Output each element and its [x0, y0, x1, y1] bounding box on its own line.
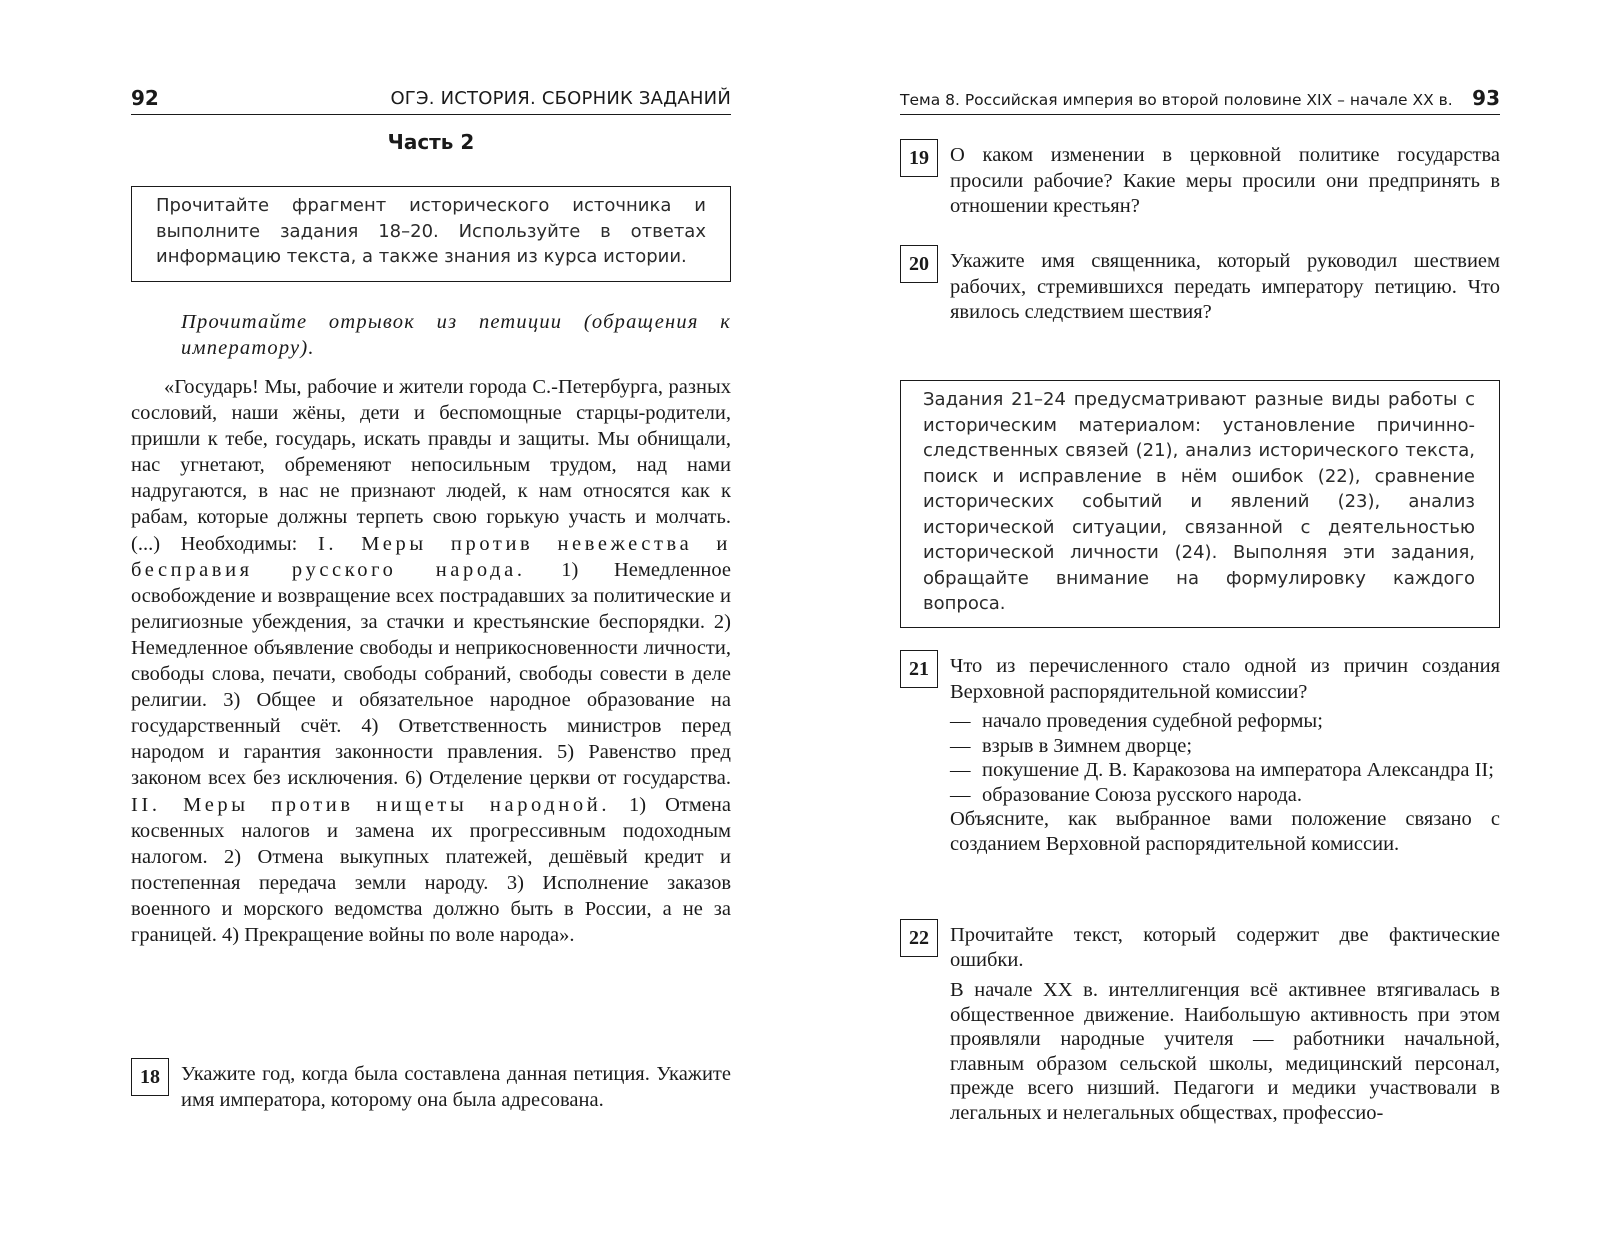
task-21-body	[950, 654, 1500, 856]
task-21-option: — образование Союза русского народа.	[950, 783, 1500, 808]
task-18-text: Укажите год, когда была составлена данная петиция. Укажите имя императора, которому она была адресована.	[181, 1063, 731, 1111]
right-header-title: Тема 8. Российская империя во второй половине XIX – начале XX в.	[900, 91, 1453, 109]
task-21-option-text: образование Союза русского народа.	[982, 783, 1302, 806]
quote-heading-2: II. Меры против нищеты народной.	[131, 793, 611, 816]
task-18-number: 18	[131, 1058, 169, 1096]
task-20-text: Укажите имя священника, который руководил шествием рабочих, стремившихся передать императору петицию. Что явилось следствием шествия?	[950, 250, 1500, 323]
right-page-number: 93	[1472, 86, 1500, 110]
task-21-explain: Объясните, как выбранное вами положение связано с созданием Верховной распорядительной комиссии.	[950, 808, 1500, 855]
left-instruction-box	[131, 186, 731, 282]
task-22-question: Прочитайте текст, который содержит две фактические ошибки.	[950, 924, 1500, 971]
right-page	[900, 0, 1500, 1258]
task-19-text: О каком изменении в церковной политике государства просили рабочие? Какие меры просили они предпринять в отношении крестьян?	[950, 144, 1500, 217]
right-page-header	[900, 84, 1500, 115]
task-21-option-text: покушение Д. В. Каракозова на императора Александра II;	[982, 759, 1494, 781]
task-21-option: — покушение Д. В. Каракозова на императора Александра II;	[950, 758, 1500, 783]
left-header-title: ОГЭ. ИСТОРИЯ. СБОРНИК ЗАДАНИЙ	[390, 88, 731, 109]
part-title: Часть 2	[387, 130, 475, 154]
task-22-passage: В начале XX в. интеллигенция всё активнее втягивалась в общественное движение. Наибольшую активность при этом проявляли народные учителя — работники начальной, главным образом сельской школы, медицинский персонал, прежде всего низший. Педагоги и медики участвовали в легальных и нелегальных обществах, профессио-	[950, 979, 1500, 1124]
left-page-number: 92	[131, 86, 159, 110]
quote-part-1: «Государь! Мы, рабочие и жители города С.-Петербурга, разных сословий, наши жёны, дети и беспомощные старцы-родители, пришли к тебе, государь, искать правды и защиты. Мы обнищали, нас угнетают, обременяют непосильным трудом, над нами надругаются, в нас не признают людей, к нам относятся как к рабам, которые должны терпеть свою горькую участь и молчать. (...) Необходимы:	[131, 376, 731, 555]
task-20-number: 20	[900, 245, 938, 283]
task-21-option-text: начало проведения судебной реформы;	[982, 710, 1323, 732]
right-instruction-text: Задания 21–24 предусматривают разные виды работы с историческим материалом: установление причинно-следственных связей (21), анализ исторического текста, поиск и исправление в нём ошибок (22), сравнение исторических событий и явлений (23), анализ исторической ситуации, связанной с деятельностью исторической личности (24). Выполняя эти задания, обращайте внимание на формулировку каждого вопроса.	[923, 389, 1475, 614]
quote-part-2: 1) Немедленное освобождение и возвращение всех пострадавших за политические и религиозные убеждения, за стачки и крестьянские беспорядки. 2) Немедленное объявление свободы и неприкосновенности личности, свободы слова, печати, свободы собраний, свободы совести в деле религии. 3) Общее и обязательное народное образование на государственный счёт. 4) Ответственность министров перед народом и гарантия законности правления. 5) Равенство пред законом всех без исключения. 6) Отделение церкви от государства.	[131, 558, 731, 790]
petition-quote	[131, 374, 731, 948]
left-page-header	[131, 84, 731, 115]
left-instruction-text: Прочитайте фрагмент исторического источника и выполните задания 18–20. Используйте в ответах информацию текста, а также знания из курса истории.	[156, 195, 706, 267]
task-21-question: Что из перечисленного стало одной из причин создания Верховной распорядительной комиссии?	[950, 655, 1500, 703]
task-21-option-text: взрыв в Зимнем дворце;	[982, 734, 1193, 757]
task-22-body	[950, 923, 1500, 1125]
quote-part-3: 1) Отмена косвенных налогов и замена их прогрессивным подоходным налогом. 2) Отмена выкупных платежей, дешёвый кредит и постепенная передача земли народу. 3) Исполнение заказов военного и морского ведомства должно быть в России, а не за границей. 4) Прекращение войны по воле народа».	[131, 793, 731, 946]
task-21-option: — начало проведения судебной реформы;	[950, 709, 1500, 734]
task-22-number: 22	[900, 919, 938, 957]
task-21-option: — взрыв в Зимнем дворце;	[950, 734, 1500, 759]
left-page	[131, 0, 731, 1258]
task-21-number: 21	[900, 650, 938, 688]
task-19-number: 19	[900, 139, 938, 177]
quote-heading-1: I. Меры против невежества и бесправия русского народа.	[131, 532, 731, 581]
right-instruction-box	[900, 380, 1500, 628]
petition-intro: Прочитайте отрывок из петиции (обращения к императору).	[181, 311, 731, 359]
